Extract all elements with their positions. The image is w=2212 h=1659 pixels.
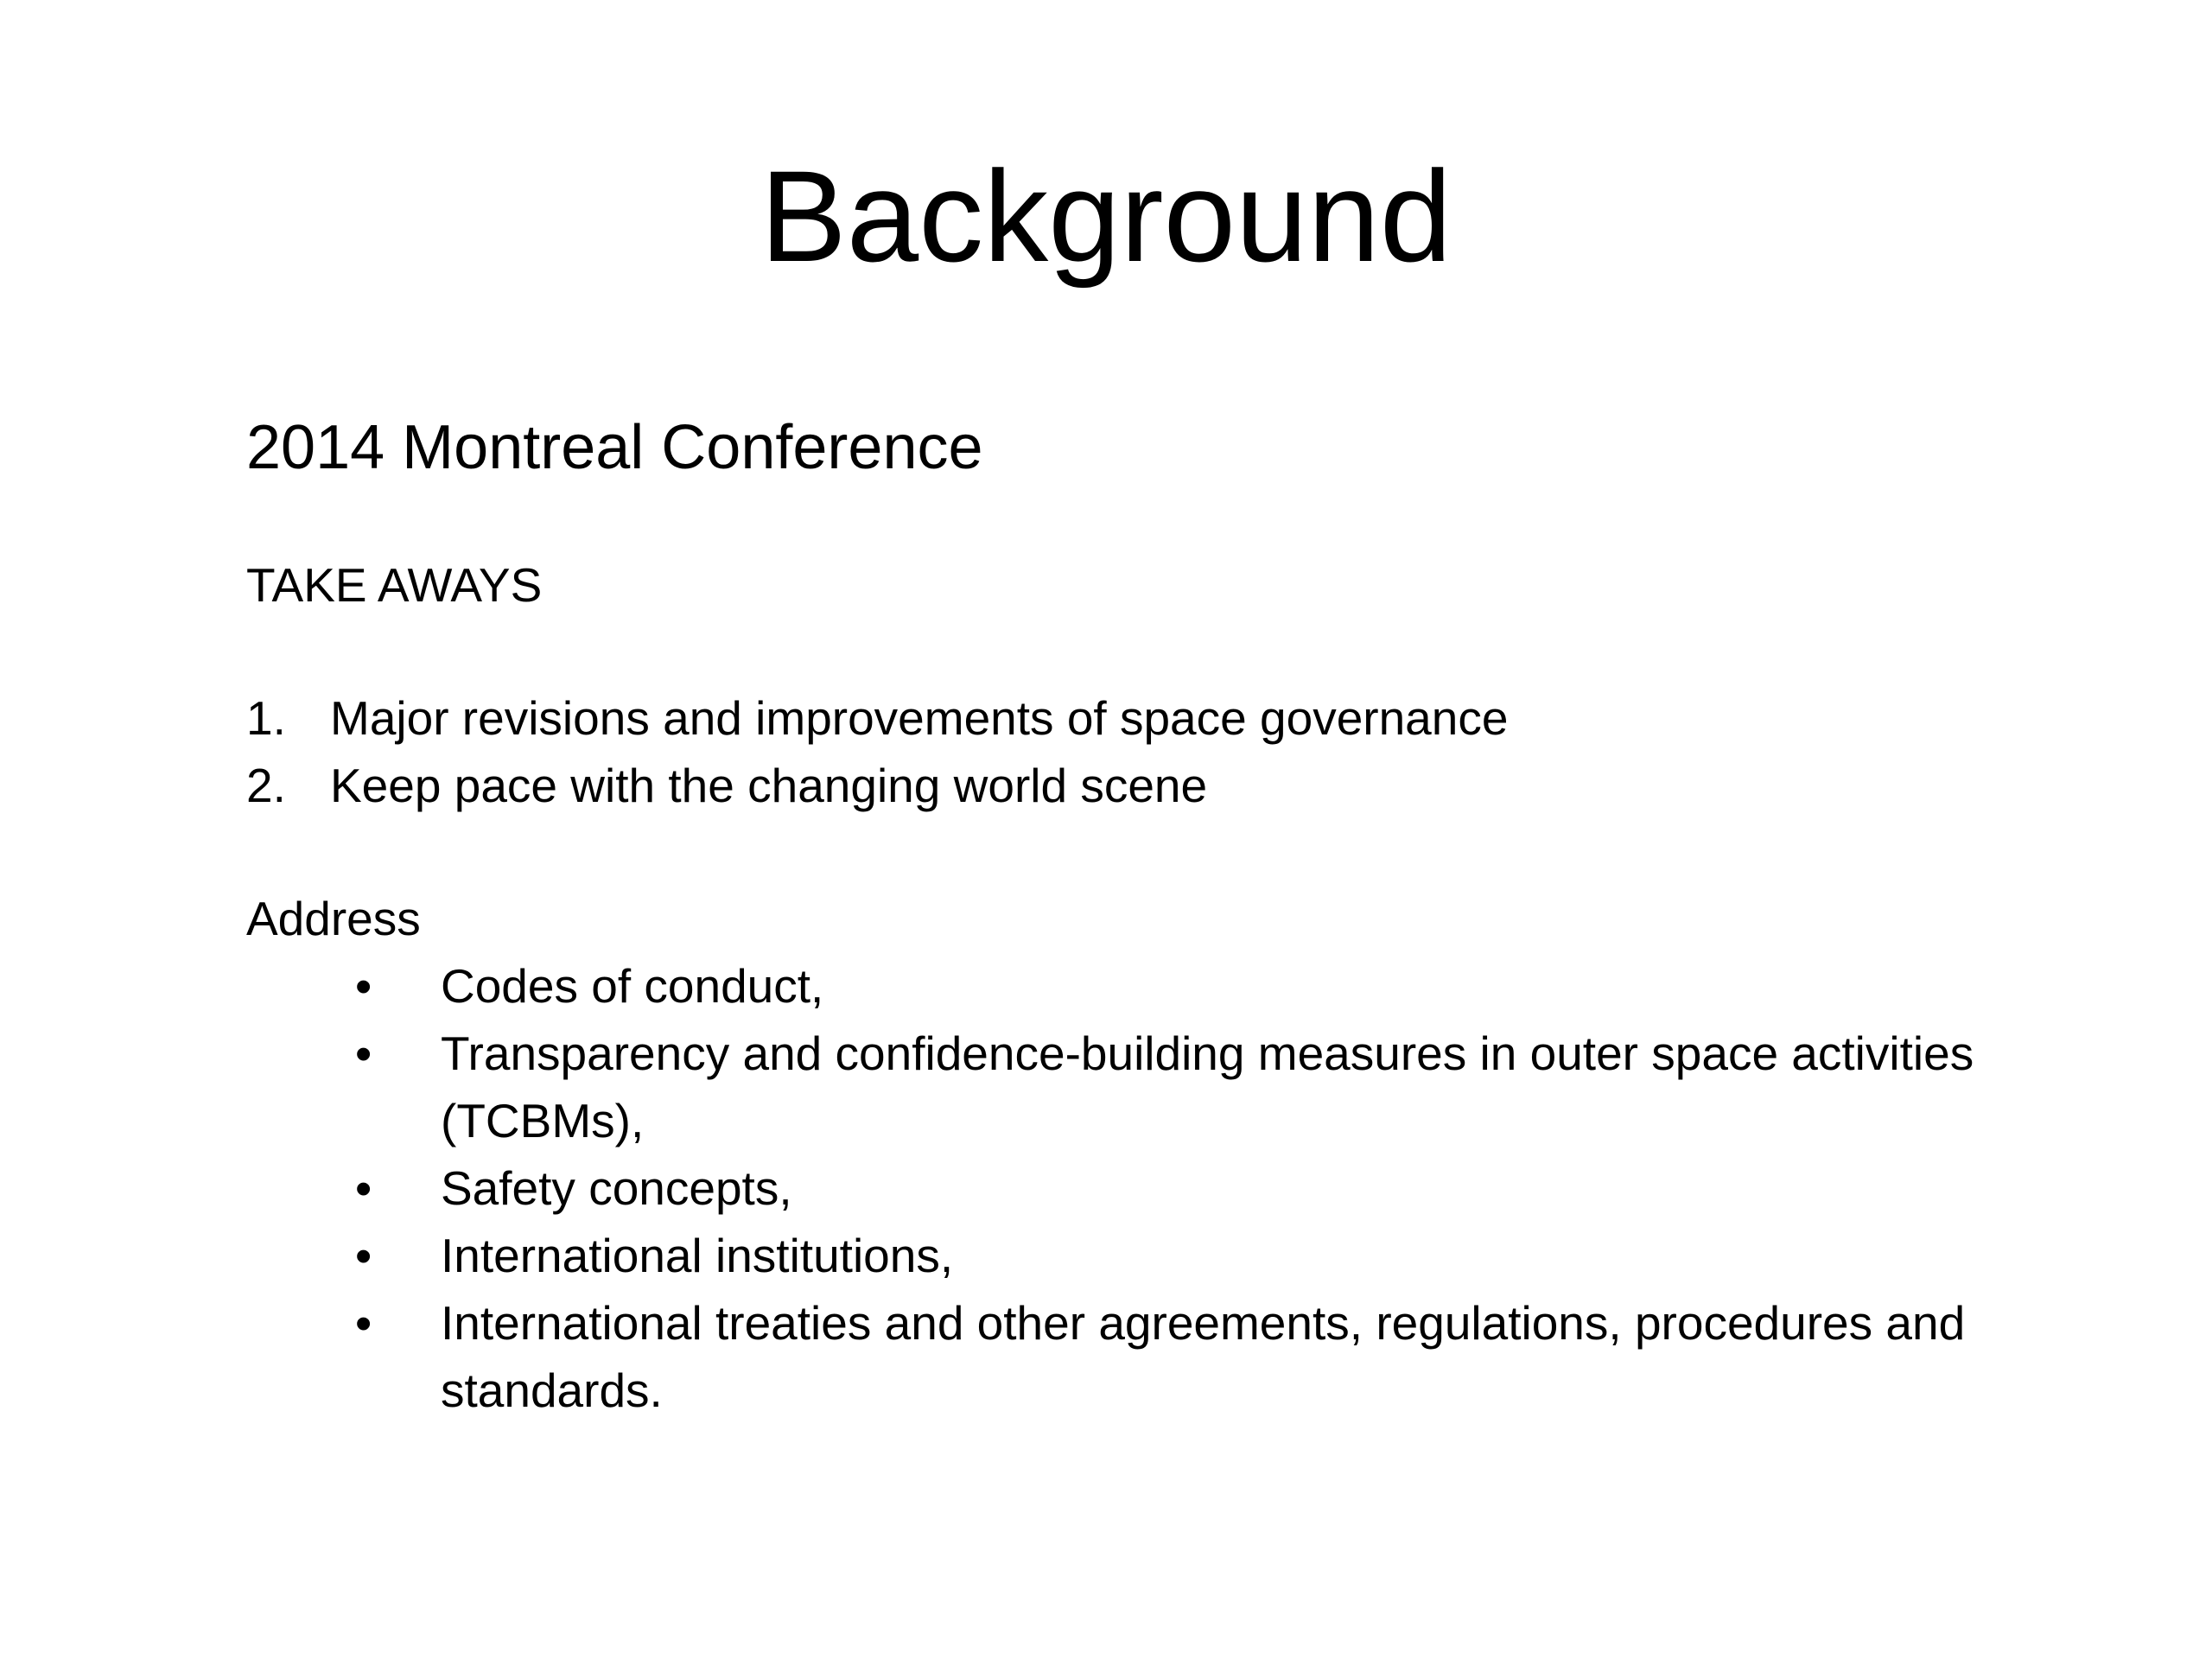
bullet-marker: • — [355, 1296, 372, 1350]
takeaway-item — [246, 684, 2018, 752]
slide-content — [246, 406, 2018, 1424]
bullet-marker: • — [355, 1027, 372, 1080]
takeaway-text: Major revisions and improvements of space governance — [330, 691, 1509, 745]
address-list — [246, 952, 2018, 1424]
slide-title: Background — [760, 143, 1452, 289]
bullet-marker: • — [355, 1229, 372, 1282]
address-item — [246, 1289, 2018, 1424]
address-item-text: Transparency and confidence-building measures in outer space activities (TCBMs), — [441, 1027, 1974, 1147]
address-label: Address — [246, 892, 421, 945]
takeaway-number: 1. — [246, 691, 286, 745]
takeaways-label: TAKE AWAYS — [246, 558, 543, 612]
address-item-text: Safety concepts, — [441, 1161, 792, 1215]
address-item — [246, 1020, 2018, 1154]
takeaway-item — [246, 752, 2018, 819]
takeaway-text: Keep pace with the changing world scene — [330, 759, 1208, 812]
address-item — [246, 952, 2018, 1020]
address-item-text: International treaties and other agreements, regulations, procedures and standards. — [441, 1296, 1966, 1417]
address-item-text: Codes of conduct, — [441, 959, 824, 1013]
bullet-marker: • — [355, 1161, 372, 1215]
address-item-text: International institutions, — [441, 1229, 954, 1282]
bullet-marker: • — [355, 959, 372, 1013]
takeaways-list — [246, 684, 2018, 819]
slide-subtitle: 2014 Montreal Conference — [246, 413, 983, 482]
address-item — [246, 1154, 2018, 1222]
takeaway-number: 2. — [246, 759, 286, 812]
address-item — [246, 1222, 2018, 1289]
